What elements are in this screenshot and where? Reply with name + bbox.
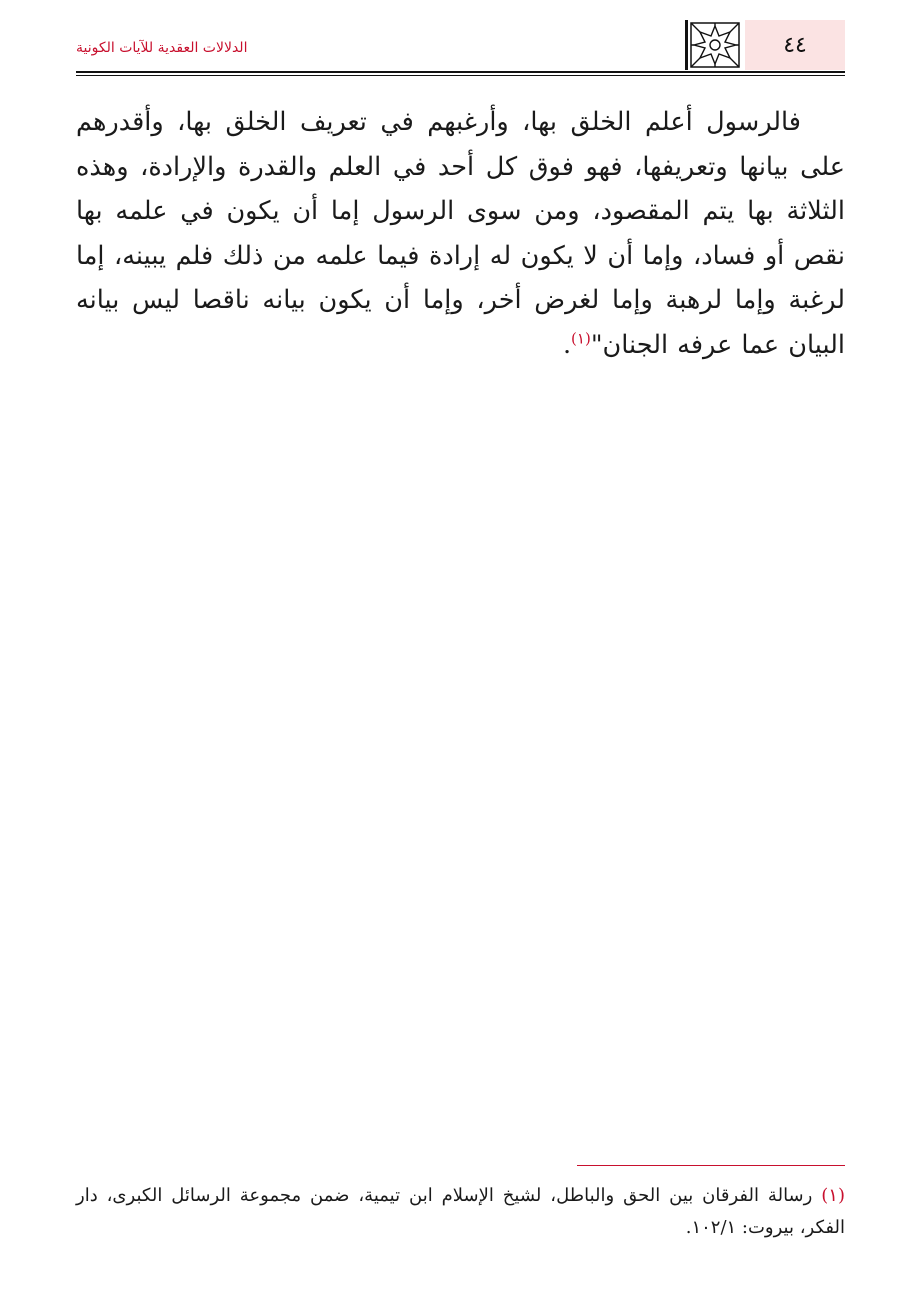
paragraph-text: فالرسول أعلم الخلق بها، وأرغبهم في تعريف الخلق بها، وأقدرهم على بيانها وتعريفها، فهو فوق كل أحد في العلم والقدرة والإرادة، وهذه الثلاثة بها يتم المقصود، ومن سوى الرسول إما أن يكون في علمه بها نقص أو فساد، وإما أن لا يكون له إرادة فيما علمه من ذلك فلم يبينه، إما لرغبة وإما لرهبة وإما لغرض أخر، وإما أن يكون بيانه ناقصا ليس بيانه البيان عما عرفه الجنان" [76, 107, 845, 360]
ornament-right-bar [685, 20, 688, 70]
footnote-mark: (١) [821, 1185, 845, 1206]
footnote-item [76, 1180, 845, 1244]
main-text [76, 100, 845, 367]
page-number-text: ٤٤ [783, 32, 807, 58]
footnote-separator [577, 1165, 845, 1166]
footnote-text: رسالة الفرقان بين الحق والباطل، لشيخ الإسلام ابن تيمية، ضمن مجموعة الرسائل الكبرى، دار الفكر، بيروت: ١٠٢/١. [76, 1185, 845, 1238]
paragraph-end: . [562, 329, 572, 360]
header-rule-thin [76, 75, 845, 76]
header-rule [76, 71, 845, 73]
page-number [745, 20, 845, 70]
paragraph [76, 100, 845, 367]
running-title: الدلالات العقدية للآيات الكونية [76, 40, 248, 56]
page-header [76, 18, 845, 74]
footnotes [76, 1180, 845, 1244]
footnote-reference[interactable]: (١) [571, 329, 591, 347]
islamic-star-ornament-icon [685, 20, 745, 70]
